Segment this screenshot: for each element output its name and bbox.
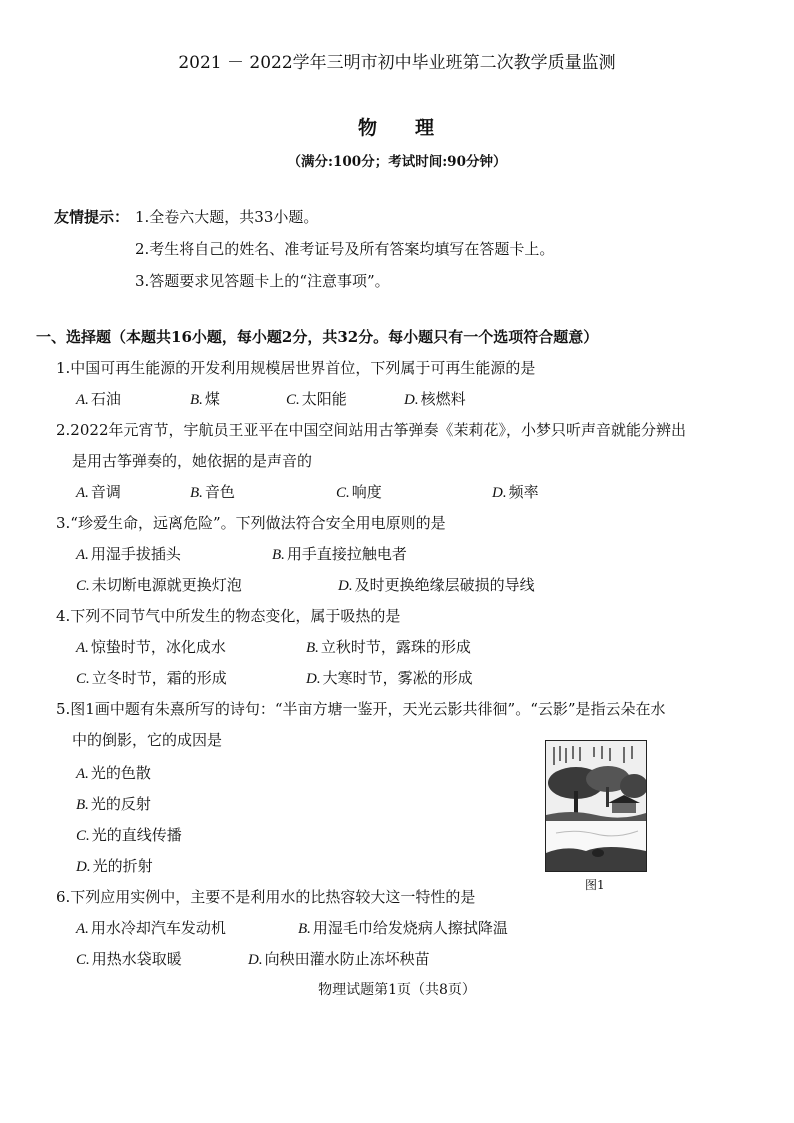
section-heading: 一、选择题（本题共16小题，每小题2分，共32分。每小题只有一个选项符合题意）: [36, 328, 599, 346]
q2-option-d: D. 频率: [492, 483, 539, 501]
q2-option-c: C. 响度: [336, 483, 382, 501]
tip-item: 1.全卷六大题，共33小题。: [135, 208, 319, 226]
q4-option-a: A. 惊蛰时节，冰化成水: [76, 638, 226, 656]
question-2-stem: 2.2022年元宵节，宇航员王亚平在中国空间站用古筝弹奏《茉莉花》，小梦只听声音就能分辨出: [56, 421, 686, 439]
q5-option-a: A. 光的色散: [76, 764, 151, 782]
question-2-stem-cont: 是用古筝弹奏的，她依据的是声音的: [72, 452, 313, 470]
q4-option-b: B. 立秋时节，露珠的形成: [306, 638, 471, 656]
q6-option-b: B. 用湿毛巾给发烧病人擦拭降温: [298, 919, 508, 937]
q5-option-c: C. 光的直线传播: [76, 826, 182, 844]
q6-option-d: D. 向秧田灌水防止冻坏秧苗: [248, 950, 430, 968]
q4-option-c: C. 立冬时节，霜的形成: [76, 669, 227, 687]
question-1-stem: 1.中国可再生能源的开发利用规模居世界首位，下列属于可再生能源的是: [56, 359, 536, 377]
subject-title: [0, 113, 794, 140]
painting-illustration: [546, 741, 646, 871]
q2-option-b: B. 音色: [190, 483, 235, 501]
figure-caption: 图1: [585, 878, 605, 892]
q1-option-b: B. 煤: [190, 390, 220, 408]
q3-option-b: B. 用手直接拉触电者: [272, 545, 407, 563]
question-6-stem: 6.下列应用实例中，主要不是利用水的比热容较大这一特性的是: [56, 888, 476, 906]
q3-option-c: C. 未切断电源就更换灯泡: [76, 576, 242, 594]
q6-option-c: C. 用热水袋取暖: [76, 950, 182, 968]
question-5-stem: 5.图1画中题有朱熹所写的诗句：“半亩方塘一鉴开，天光云影共徘徊”。“云影”是指云朵在水: [56, 700, 666, 718]
q5-option-b: B. 光的反射: [76, 795, 151, 813]
exam-info: （满分:100分；考试时间:90分钟）: [287, 154, 507, 170]
q5-option-d: D. 光的折射: [76, 857, 153, 875]
q4-option-d: D. 大寒时节，雾凇的形成: [306, 669, 473, 687]
q3-option-a: A. 用湿手拔插头: [76, 545, 181, 563]
q6-option-a: A. 用水冷却汽车发动机: [76, 919, 226, 937]
q3-option-d: D. 及时更换绝缘层破损的导线: [338, 576, 535, 594]
question-4-stem: 4.下列不同节气中所发生的物态变化，属于吸热的是: [56, 607, 401, 625]
question-3-stem: 3.“珍爱生命，远离危险”。下列做法符合安全用电原则的是: [56, 514, 446, 532]
figure-1-painting: [545, 740, 647, 872]
subject-char-1: 物: [357, 117, 379, 139]
page-footer: 物理试题第1页（共8页）: [318, 982, 476, 998]
question-5-stem-cont: 中的倒影，它的成因是: [72, 731, 223, 749]
subject-char-2: 理: [415, 117, 437, 139]
tips-label: 友情提示：: [54, 208, 130, 226]
q1-option-d: D. 核燃料: [404, 390, 466, 408]
q2-option-a: A. 音调: [76, 483, 121, 501]
tip-item: 2.考生将自己的姓名、准考证号及所有答案均填写在答题卡上。: [135, 240, 555, 258]
q1-option-a: A. 石油: [76, 390, 121, 408]
q1-option-c: C. 太阳能: [286, 390, 347, 408]
tip-item: 3.答题要求见答题卡上的“注意事项”。: [135, 272, 390, 290]
exam-title: 2021 － 2022学年三明市初中毕业班第二次教学质量监测: [178, 53, 616, 73]
